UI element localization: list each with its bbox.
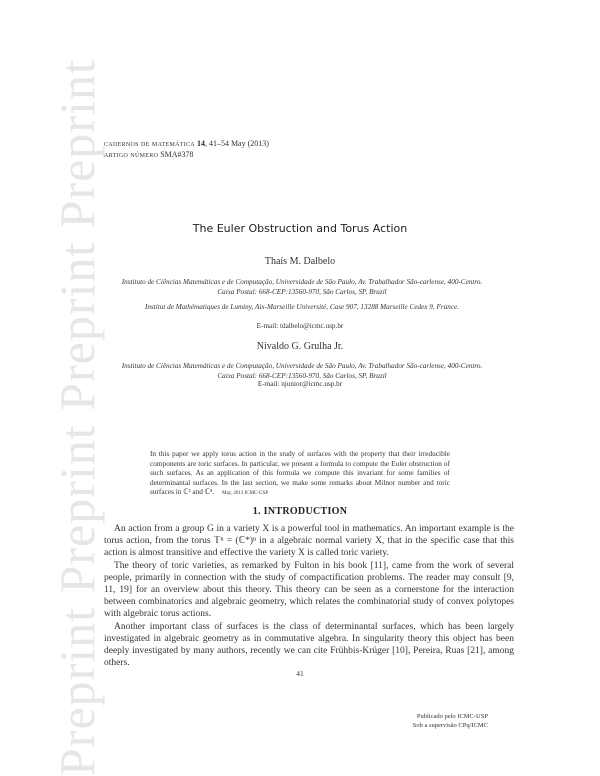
- abstract: [150, 449, 450, 499]
- journal-line: [104, 138, 269, 149]
- section-heading: 1. INTRODUCTION: [252, 506, 348, 517]
- author-name: Nivaldo G. Grulha Jr.: [256, 341, 344, 352]
- author-affiliation: Instituto de Ciências Matemáticas e de Computação, Universidade de São Paulo, Av. Trabalhador São-carlense, 400-Centro. Caixa Postal: 668-CEP:13560-970, São Carlos, SP, Brazil: [121, 362, 483, 380]
- publisher-footer: [413, 713, 488, 730]
- author-affiliation: Institut de Mathématiques de Luminy, Aix-Marseille Université, Case 907, 13288 Marseille Cedex 9, France.: [144, 303, 460, 311]
- paragraph: The theory of toric varieties, as remarked by Fulton in his book [11], came from the work of several people, primarily in connection with the study of compactification problems. The reader may consult [9, 11, 19] for an overview about this theory. This theory can be seen as a cornerstone for the interaction between combinatorics and algebraic geometry, which relates the combinatorial study of convex polytopes with algebraic torus actions.: [104, 560, 514, 620]
- abstract-text: In this paper we apply torus action in the study of surfaces with the property that their irreducible components are toric surfaces. In particular, we present a formula to compute the Euler obstruction of such surfaces. As an application of this formula we compute this invariant for some families of determinantal surfaces. In the last section, we make some remarks about Milnor number and toric surfaces in ℂ³ and ℂ⁴.: [150, 449, 450, 497]
- preprint-watermark: [0, 0, 105, 776]
- paragraph: Another important class of surfaces is the class of determinantal surfaces, which has been largely investigated in algebraic geometry as in commutative algebra. In singularity theory this object has been deeply investigated by many authors, recently we can cite Frühbis-Krüger [10], Pereira, Ruas [21], among others.: [104, 621, 514, 669]
- journal-header: [104, 138, 269, 160]
- author-email: E-mail: njunior@icmc.usp.br: [257, 380, 343, 388]
- body-text: [104, 523, 514, 669]
- article-label: artigo número: [104, 150, 159, 159]
- author-name: Thaís M. Dalbelo: [264, 256, 336, 267]
- journal-volume: 14: [196, 139, 205, 148]
- author-affiliation: Instituto de Ciências Matemáticas e de Computação, Universidade de São Paulo, Av. Trabalhador São-carlense, 400-Centro. Caixa Postal: 668-CEP:13560-970, São Carlos, SP, Brazil: [121, 278, 483, 296]
- paper-title: The Euler Obstruction and Torus Action: [192, 222, 408, 235]
- article-number: SMA#378: [160, 150, 194, 159]
- page-number: 41: [296, 669, 304, 678]
- paragraph: An action from a group G in a variety X is a powerful tool in mathematics. An important example is the torus action, from the torus 𝕋ⁿ = (ℂ*)ⁿ in a algebraic normal variety X, that in the specific case that this action is almost transitive and effective the variety X is called toric variety.: [104, 524, 514, 559]
- abstract-date: May, 2013 ICMC-USP: [222, 491, 269, 497]
- footer-line: Publicado pelo ICMC-USP: [416, 713, 488, 720]
- author-email: E-mail: tdalbelo@icmc.usp.br: [256, 322, 344, 330]
- journal-pages-date: , 41–54 May (2013): [204, 139, 269, 148]
- article-line: [104, 149, 269, 160]
- footer-line: Sob a supervisão CPq/ICMC: [412, 721, 488, 729]
- journal-name: cadernos de matemática: [104, 139, 195, 148]
- watermark-text: Preprint Preprint Preprint Preprint: [49, 59, 105, 776]
